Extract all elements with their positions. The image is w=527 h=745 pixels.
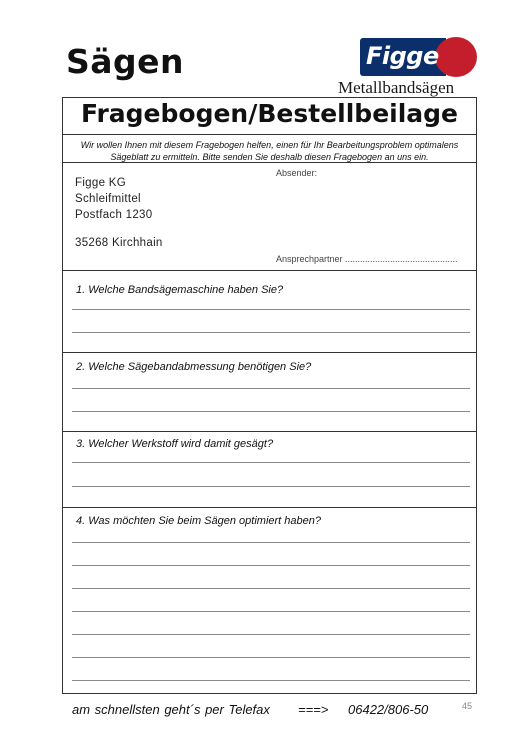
page-heading: Sägen	[66, 42, 185, 81]
answer-line[interactable]	[72, 588, 470, 589]
question-3: 3. Welcher Werkstoff wird damit gesägt?	[76, 438, 274, 450]
question-1: 1. Welche Bandsägemaschine haben Sie?	[76, 284, 284, 296]
divider	[62, 162, 477, 163]
answer-line[interactable]	[72, 542, 470, 543]
divider	[62, 134, 477, 135]
address-line3: Postfach 1230	[75, 209, 153, 221]
intro-line-1: Wir wollen Ihnen mit diesem Fragebogen helfen, einen für Ihr Bearbeitungsproblem optimalens	[80, 140, 459, 150]
answer-line[interactable]	[72, 309, 470, 310]
divider	[62, 352, 477, 353]
answer-line[interactable]	[72, 634, 470, 635]
divider	[62, 431, 477, 432]
footer-text: am schnellsten geht´s per Telefax	[72, 702, 270, 717]
answer-line[interactable]	[72, 680, 470, 681]
question-4: 4. Was möchten Sie beim Sägen optimiert haben?	[76, 515, 321, 527]
answer-line[interactable]	[72, 462, 470, 463]
footer-arrow: ===>	[298, 702, 329, 717]
intro-line-2: Sägeblatt zu ermitteln. Bitte senden Sie deshalb diesen Fragebogen an uns ein.	[110, 152, 429, 162]
logo-circle-icon	[435, 37, 477, 77]
answer-line[interactable]	[72, 657, 470, 658]
answer-line[interactable]	[72, 611, 470, 612]
absender-label: Absender:	[276, 168, 318, 178]
logo-text: Figge	[366, 42, 439, 70]
contact-person-field[interactable]: Ansprechpartner .............................................	[276, 254, 458, 264]
answer-line[interactable]	[72, 411, 470, 412]
address-city: 35268 Kirchhain	[75, 237, 163, 249]
divider	[62, 507, 477, 508]
answer-line[interactable]	[72, 388, 470, 389]
address-name: Figge KG	[75, 177, 126, 189]
form-intro	[68, 139, 471, 163]
divider	[62, 270, 477, 271]
answer-line[interactable]	[72, 332, 470, 333]
fax-number: 06422/806-50	[348, 702, 429, 717]
page-number: 45	[462, 701, 473, 711]
form-title: Fragebogen/Bestellbeilage	[80, 99, 459, 128]
answer-line[interactable]	[72, 486, 470, 487]
logo-subtitle: Metallbandsägen	[338, 78, 455, 97]
question-2: 2. Welche Sägebandabmessung benötigen Sie?	[76, 361, 312, 373]
answer-line[interactable]	[72, 565, 470, 566]
address-line2: Schleifmittel	[75, 193, 141, 205]
